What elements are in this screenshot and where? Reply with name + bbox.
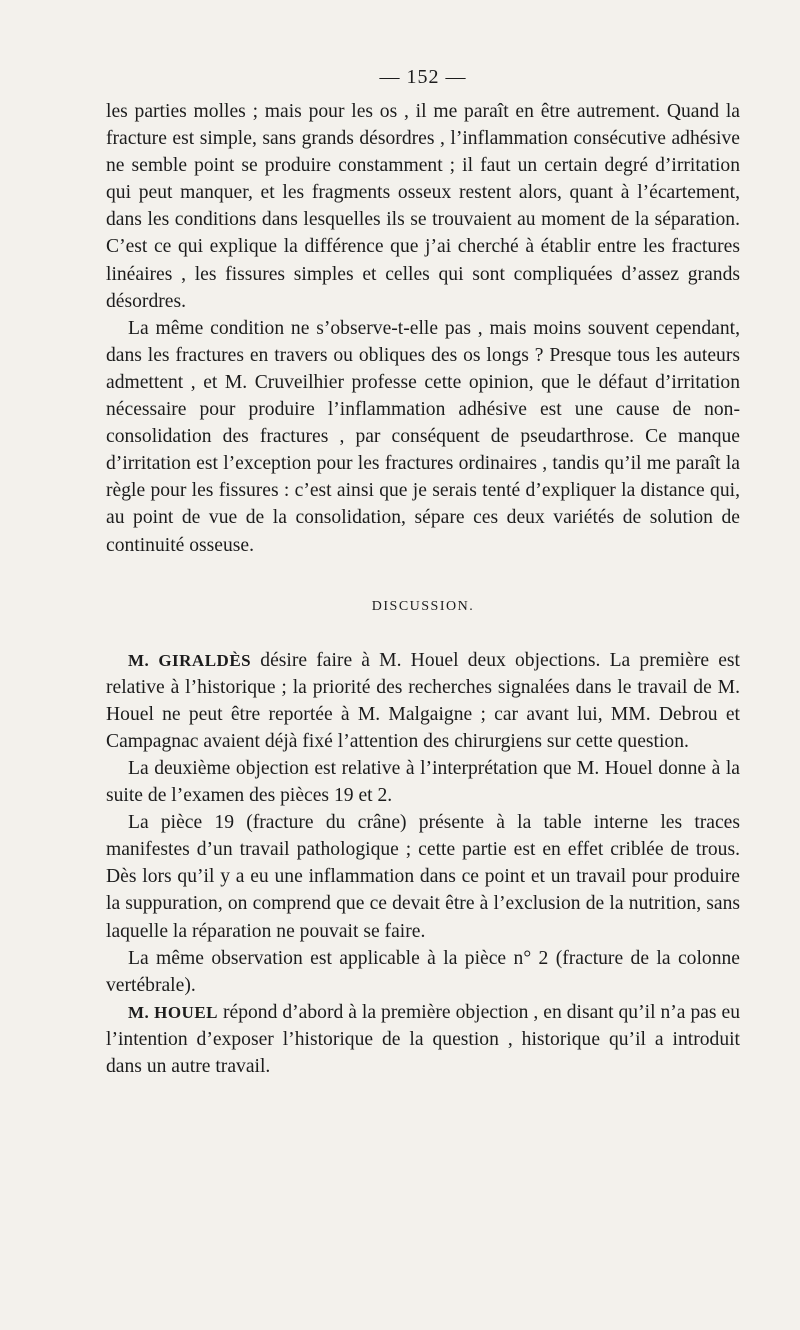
discussion-paragraph-4: La même observation est applicable à la pièce n° 2 (fracture de la colonne vertébrale). — [106, 947, 740, 996]
speaker-name: M. GIRALDÈS — [128, 650, 252, 670]
body-paragraph-1: les parties molles ; mais pour les os , il me paraît en être autrement. Quand la fracture est simple, sans grands désordres , l’inflammation consécutive adhésive ne semble point se produire constamment ; il faut un certain degré d’irritation qui peut manquer, et les fragments osseux restent alors, quant à l’écartement, dans les conditions dans lesquelles ils se trouvaient au moment de la séparation. C’est ce qui explique la différence que j’ai cherché à établir entre les fractures linéaires , les fissures simples et celles qui sont compliquées d’assez grands désordres. — [106, 101, 740, 312]
discussion-paragraph-1-text: désire faire à M. Houel deux objections. La première est relative à l’historique ; la priorité des recherches signalées dans le travail de M. Houel ne peut être reportée à M. Malgaigne ; car avant lui, MM. Debrou et Campagnac avaient déjà fixé l’attention des chirurgiens sur cette question. — [106, 649, 740, 752]
discussion-paragraph-5-text: répond d’abord à la première objection , en disant qu’il n’a pas eu l’intention d’exposer l’historique de la question , historique qu’il a introduit dans un autre travail. — [106, 1001, 741, 1077]
discussion-paragraph-1 — [106, 647, 740, 755]
body-paragraph-2: La même condition ne s’observe-t-elle pas , mais moins souvent cependant, dans les fractures en travers ou obliques des os longs ? Presque tous les auteurs admettent , et M. Cruveilhier professe cette opinion, que le défaut d’irritation nécessaire pour produire l’inflammation adhésive est une cause de non-consolidation des fractures , par conséquent de pseudarthrose. Ce manque d’irritation est l’exception pour les fractures ordinaires , tandis qu’il me paraît la règle pour les fissures : c’est ainsi que je serais tenté d’expliquer la distance qui, au point de vue de la consolidation, sépare ces deux variétés de solution de continuité osseuse. — [106, 317, 740, 556]
page-number: — 152 — — [379, 66, 467, 88]
section-title: DISCUSSION. — [371, 598, 475, 614]
discussion-paragraph-3: La pièce 19 (fracture du crâne) présente à la table interne les traces manifestes d’un travail pathologique ; cette partie est en effet criblée de trous. Dès lors qu’il y a eu une inflammation dans ce point et un travail pour produire la suppuration, on comprend que ce devait être à l’exclusion de la nutrition, sans laquelle la réparation ne pouvait se faire. — [106, 812, 740, 942]
discussion-paragraph-5 — [106, 999, 740, 1080]
speaker-name: M. HOUEL — [128, 1002, 219, 1022]
discussion-paragraph-2: La deuxième objection est relative à l’interprétation que M. Houel donne à la suite de l’examen des pièces 19 et 2. — [106, 757, 740, 807]
